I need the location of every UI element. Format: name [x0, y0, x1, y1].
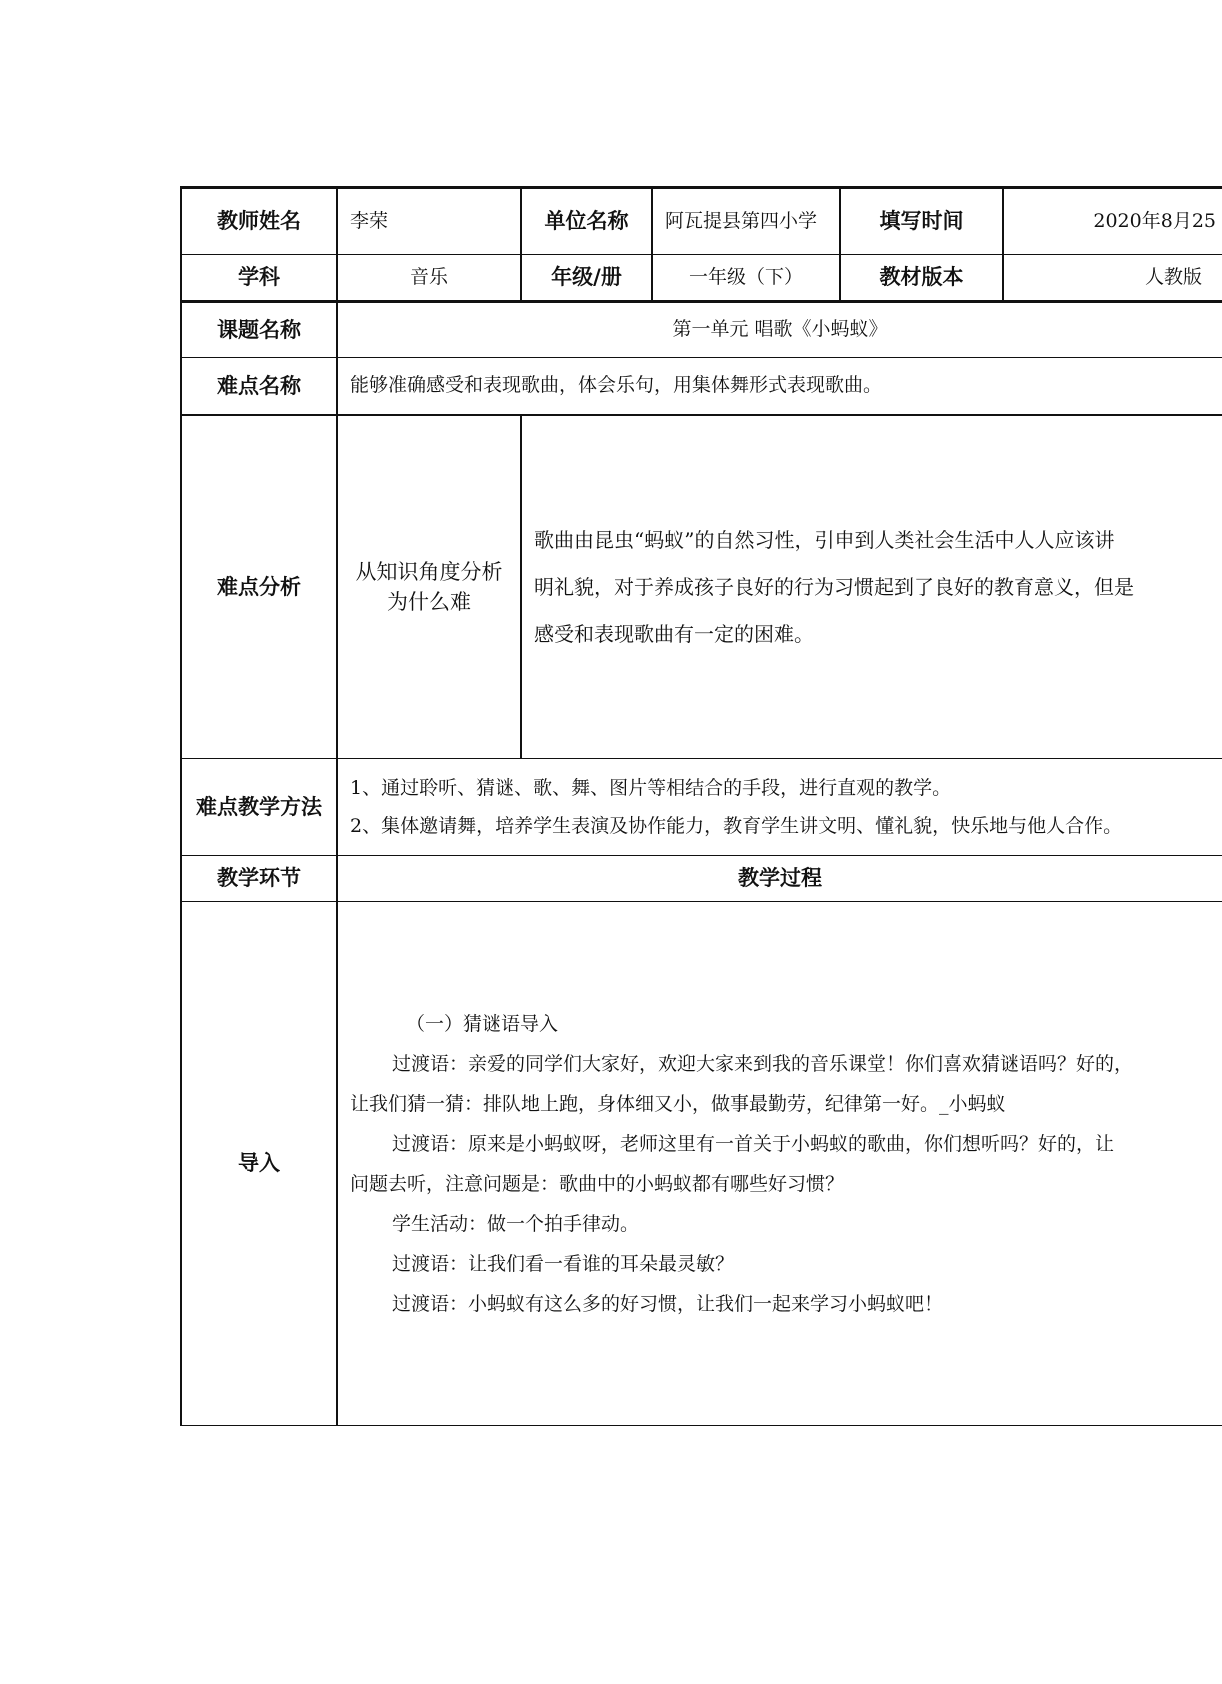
difficulty-label: 难点名称 — [182, 358, 338, 414]
analysis-line-3: 感受和表现歌曲有一定的困难。 — [534, 621, 814, 646]
intro-stage-label: 导入 — [182, 902, 338, 1425]
analysis-row — [182, 416, 1222, 759]
edition-value: 人教版 — [1144, 265, 1202, 288]
intro-line-6: 学生活动：做一个拍手律动。 — [392, 1212, 640, 1235]
subject-value: 音乐 — [338, 255, 522, 300]
stage-header: 教学环节 — [182, 856, 338, 901]
methods-row — [182, 759, 1222, 856]
lesson-plan-table — [180, 186, 1222, 1426]
grade-value: 一年级（下） — [653, 255, 841, 300]
methods-line-2: 2、集体邀请舞，培养学生表演及协作能力，教育学生讲文明、懂礼貌，快乐地与他人合作。 — [350, 815, 1123, 837]
unit-name-value — [653, 189, 841, 254]
intro-line-8: 过渡语：小蚂蚁有这么多的好习惯，让我们一起来学习小蚂蚁吧！ — [392, 1292, 944, 1315]
intro-line-7: 过渡语：让我们看一看谁的耳朵最灵敏？ — [392, 1252, 735, 1275]
topic-row — [182, 303, 1222, 358]
unit-name-text: 阿瓦提县第四小学 — [665, 209, 818, 232]
subject-label: 学科 — [182, 255, 338, 300]
intro-row — [182, 902, 1222, 1426]
analysis-sub-label-line-1: 从知识角度分析 — [355, 559, 503, 584]
teacher-name-value: 李荣 — [338, 189, 522, 254]
difficulty-value: 能够准确感受和表现歌曲，体会乐句，用集体舞形式表现歌曲。 — [350, 374, 883, 397]
fill-time-label: 填写时间 — [841, 189, 1004, 254]
topic-value: 第一单元 唱歌《小蚂蚁》 — [672, 318, 888, 341]
fill-time-value: 2020年8月25 — [1093, 209, 1216, 232]
unit-name-label: 单位名称 — [522, 189, 653, 254]
intro-line-4: 过渡语：原来是小蚂蚁呀，老师这里有一首关于小蚂蚁的歌曲，你们想听吗？好的，让 — [392, 1132, 1115, 1155]
header-row — [182, 186, 1222, 255]
methods-text — [338, 759, 1222, 855]
analysis-label: 难点分析 — [182, 416, 338, 758]
process-header-row — [182, 856, 1222, 902]
intro-process-text — [338, 902, 1222, 1425]
methods-line-1: 1、通过聆听、猜谜、歌、舞、图片等相结合的手段，进行直观的教学。 — [350, 777, 952, 799]
edition-label: 教材版本 — [841, 255, 1004, 300]
analysis-sub-label — [338, 416, 522, 758]
difficulty-row — [182, 358, 1222, 416]
teacher-name-label: 教师姓名 — [182, 189, 338, 254]
analysis-text — [522, 416, 1222, 758]
intro-line-3: 让我们猜一猜：排队地上跑，身体细又小，做事最勤劳，纪律第一好。_小蚂蚁 — [350, 1092, 1006, 1115]
methods-label: 难点教学方法 — [182, 759, 338, 855]
process-header: 教学过程 — [738, 866, 822, 891]
subject-row — [182, 255, 1222, 303]
intro-line-2: 过渡语：亲爱的同学们大家好，欢迎大家来到我的音乐课堂！你们喜欢猜谜语吗？好的， — [392, 1052, 1134, 1075]
topic-label: 课题名称 — [182, 303, 338, 357]
intro-line-1: （一）猜谜语导入 — [406, 1012, 559, 1035]
analysis-line-2: 明礼貌，对于养成孩子良好的行为习惯起到了良好的教育意义，但是 — [534, 574, 1134, 599]
analysis-sub-label-line-2: 为什么难 — [387, 590, 471, 614]
intro-line-5: 问题去听，注意问题是：歌曲中的小蚂蚁都有哪些好习惯？ — [350, 1172, 845, 1195]
grade-label: 年级/册 — [522, 255, 653, 300]
analysis-line-1: 歌曲由昆虫“蚂蚁”的自然习性，引申到人类社会生活中人人应该讲 — [534, 527, 1115, 552]
